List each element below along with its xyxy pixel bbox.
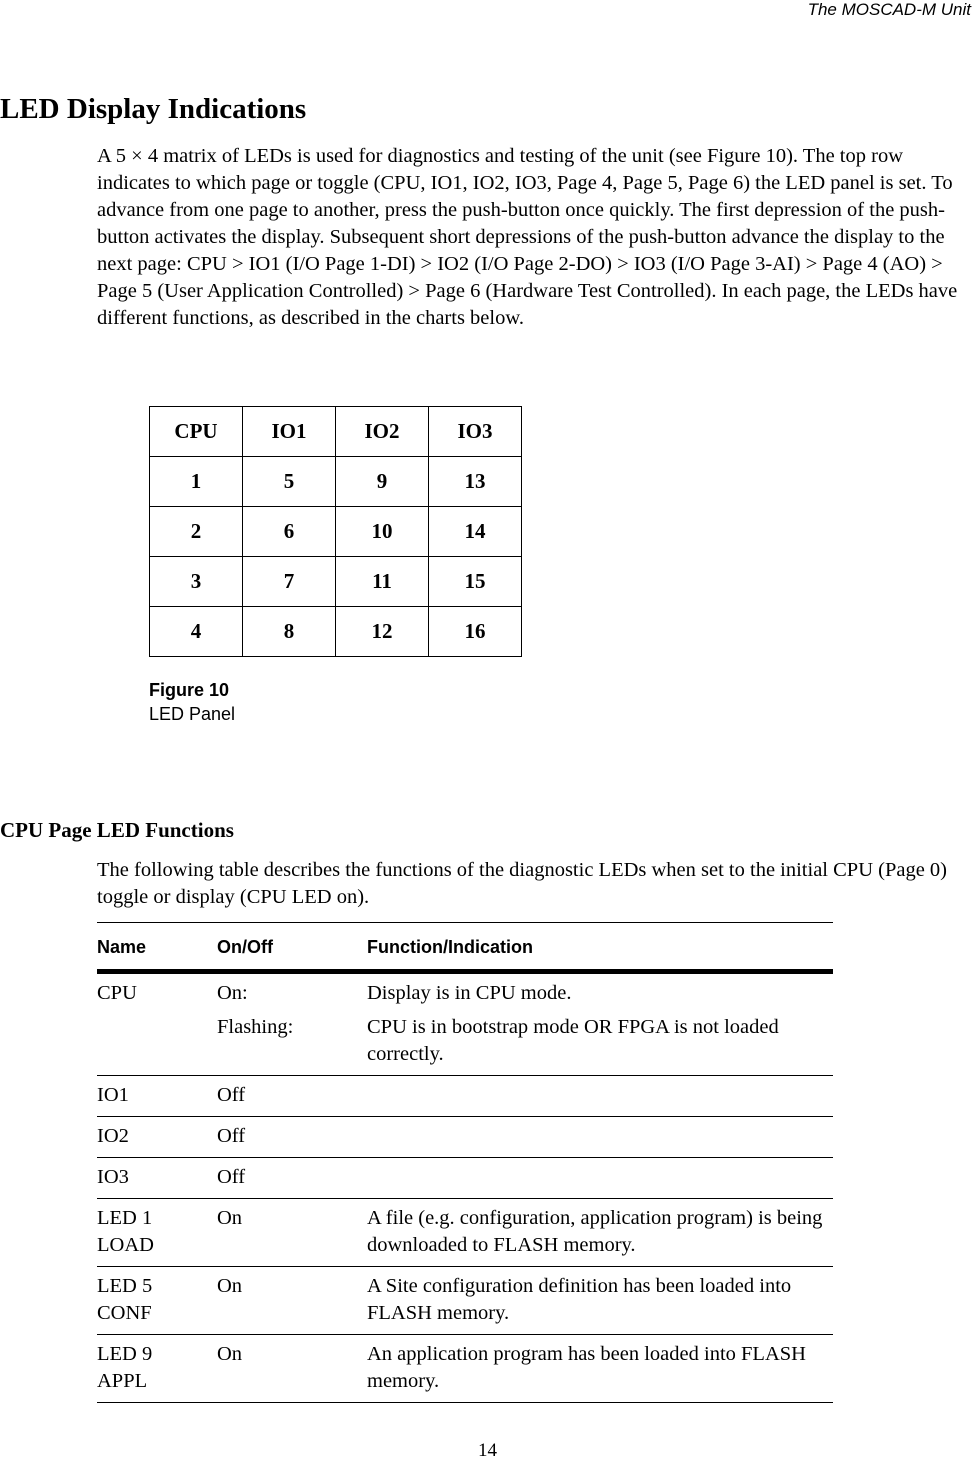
led-entry xyxy=(217,1123,833,1150)
table-row xyxy=(97,1076,833,1117)
led-name: IO2 xyxy=(97,1125,129,1147)
led-panel-row xyxy=(150,407,522,457)
page-number: 14 xyxy=(478,1440,497,1461)
column-header-name: Name xyxy=(97,936,147,957)
led-entry xyxy=(217,980,833,1007)
led-entry xyxy=(217,1273,833,1327)
led-function: An application program has been loaded into FLASH memory. xyxy=(367,1343,806,1392)
led-entries xyxy=(217,1164,833,1191)
table-row xyxy=(97,1199,833,1267)
table-row xyxy=(97,1117,833,1158)
led-entries xyxy=(217,1123,833,1150)
led-entry xyxy=(217,1082,833,1109)
led-entry xyxy=(217,1205,833,1259)
led-cell: 14 xyxy=(429,507,522,557)
table-row xyxy=(97,1335,833,1403)
led-cell: 1 xyxy=(150,457,243,507)
column-header-function: Function/Indication xyxy=(367,936,533,957)
figure-label: Figure 10 xyxy=(149,680,230,700)
led-entry xyxy=(217,1014,833,1068)
led-panel-row xyxy=(150,457,522,507)
led-name: LED 5 CONF xyxy=(97,1275,153,1324)
led-cell: 4 xyxy=(150,607,243,657)
led-name: LED 9 APPL xyxy=(97,1343,153,1392)
table-row xyxy=(97,974,833,1076)
led-function: Display is in CPU mode. xyxy=(367,982,572,1004)
led-cell: 12 xyxy=(336,607,429,657)
intro-paragraph: A 5 × 4 matrix of LEDs is used for diagnostics and testing of the unit (see Figure 10). The top row indicates to which page or toggle (CPU, IO1, IO2, IO3, Page 4, Page 5, Page 6) the LED panel is set. To advance from one page to another, press the push-button once quickly. The first depression of the push-button activates the display. Subsequent short depressions of the push-button advance the display to the next page: CPU > IO1 (I/O Page 1-DI) > IO2 (I/O Page 2-DO) > IO3 (I/O Page 3-AI) > Page 4 (AO) > Page 5 (User Application Controlled) > Page 6 (Hardware Test Controlled). In each page, the LEDs have different functions, as described in the charts below. xyxy=(97,145,958,329)
led-function xyxy=(367,1164,833,1191)
led-function xyxy=(367,1082,833,1109)
table-row xyxy=(97,1267,833,1335)
led-cell: IO3 xyxy=(429,407,522,457)
running-header: The MOSCAD-M Unit xyxy=(807,0,971,19)
led-state: On xyxy=(217,1207,243,1229)
led-state: On: xyxy=(217,982,248,1004)
table-header-row xyxy=(97,922,833,974)
led-functions-table xyxy=(97,922,833,1403)
led-cell: 13 xyxy=(429,457,522,507)
led-cell: 10 xyxy=(336,507,429,557)
column-header-on-off: On/Off xyxy=(217,936,273,957)
led-entries xyxy=(217,1273,833,1327)
led-entries xyxy=(217,1082,833,1109)
led-panel-row xyxy=(150,607,522,657)
table-row xyxy=(97,1158,833,1199)
led-name: CPU xyxy=(97,982,137,1004)
led-function: A Site configuration definition has been loaded into FLASH memory. xyxy=(367,1275,792,1324)
led-state: Off xyxy=(217,1125,246,1147)
led-state: Flashing: xyxy=(217,1016,294,1038)
section-title-cpu-page: CPU Page LED Functions xyxy=(0,818,234,842)
led-name: IO3 xyxy=(97,1166,129,1188)
led-cell: 11 xyxy=(336,557,429,607)
led-cell: 9 xyxy=(336,457,429,507)
led-entries xyxy=(217,1341,833,1395)
table-body xyxy=(97,974,833,1403)
led-name: IO1 xyxy=(97,1084,129,1106)
led-cell: 3 xyxy=(150,557,243,607)
led-panel-row xyxy=(150,557,522,607)
led-cell: 16 xyxy=(429,607,522,657)
led-function xyxy=(367,1123,833,1150)
led-state: Off xyxy=(217,1084,246,1106)
led-entries xyxy=(217,980,833,1068)
led-cell: IO2 xyxy=(336,407,429,457)
led-entries xyxy=(217,1205,833,1259)
led-cell: 8 xyxy=(243,607,336,657)
led-cell: 7 xyxy=(243,557,336,607)
led-panel-table xyxy=(149,406,522,657)
led-cell: 2 xyxy=(150,507,243,557)
led-function: A file (e.g. configuration, application program) is being downloaded to FLASH memory. xyxy=(367,1207,823,1256)
led-state: On xyxy=(217,1275,243,1297)
led-state: Off xyxy=(217,1166,246,1188)
led-cell: IO1 xyxy=(243,407,336,457)
section-title-led-display: LED Display Indications xyxy=(0,93,307,125)
led-cell: 15 xyxy=(429,557,522,607)
led-cell: 5 xyxy=(243,457,336,507)
led-cell: CPU xyxy=(150,407,243,457)
led-state: On xyxy=(217,1343,243,1365)
led-entry xyxy=(217,1341,833,1395)
figure-caption: LED Panel xyxy=(149,704,236,724)
led-panel-row xyxy=(150,507,522,557)
led-entry xyxy=(217,1164,833,1191)
cpu-page-paragraph: The following table describes the functions of the diagnostic LEDs when set to the initial CPU (Page 0) toggle or display (CPU LED on). xyxy=(97,859,947,908)
led-function: CPU is in bootstrap mode OR FPGA is not loaded correctly. xyxy=(367,1016,779,1065)
led-cell: 6 xyxy=(243,507,336,557)
led-name: LED 1 LOAD xyxy=(97,1207,154,1256)
